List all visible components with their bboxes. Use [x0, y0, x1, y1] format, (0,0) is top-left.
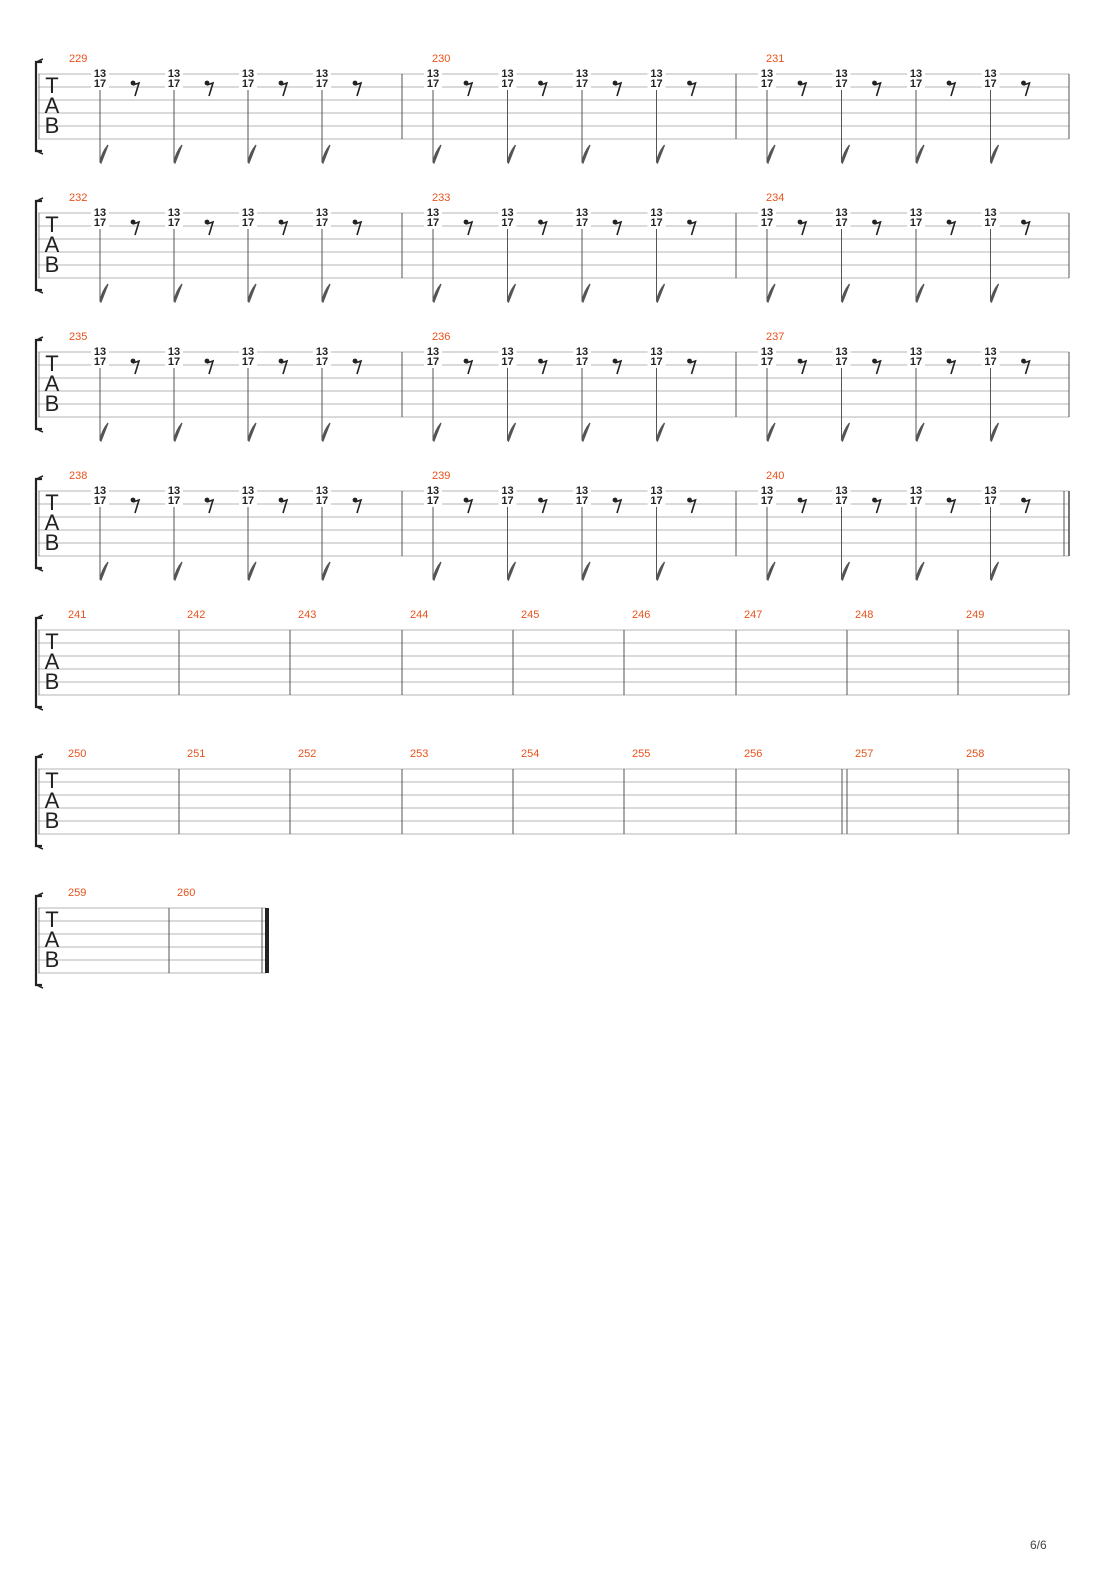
- fret-number: 17: [984, 495, 997, 507]
- measure-number: 230: [432, 53, 451, 65]
- fret-number: 17: [241, 78, 255, 90]
- eighth-rest-stroke: [207, 222, 213, 235]
- measure-number: 241: [68, 609, 87, 621]
- fret-number: 17: [984, 356, 997, 368]
- tab-clef-t: T: [45, 907, 59, 932]
- fret-number: 17: [93, 78, 107, 90]
- eighth-rest-stroke: [800, 361, 806, 374]
- fret-number: 13: [93, 68, 107, 80]
- eighth-rest-stroke: [541, 500, 547, 513]
- eighth-rest-stroke: [355, 222, 361, 235]
- fret-number: 13: [315, 207, 329, 219]
- tab-clef-t: T: [45, 212, 59, 237]
- note-flag: [657, 562, 665, 580]
- fret-number: 17: [835, 78, 848, 90]
- fret-number: 17: [167, 78, 181, 90]
- fret-number: 17: [93, 217, 107, 229]
- eighth-rest-stroke: [466, 83, 472, 96]
- eighth-rest-stroke: [355, 500, 361, 513]
- note-flag: [174, 423, 182, 441]
- fret-number: 17: [315, 356, 329, 368]
- tab-clef-a: A: [44, 649, 60, 674]
- measure-number: 229: [69, 53, 88, 65]
- fret-number: 13: [909, 207, 923, 219]
- fret-number: 17: [315, 78, 329, 90]
- measure-number: 256: [744, 748, 763, 760]
- eighth-rest-stroke: [281, 361, 287, 374]
- note-flag: [248, 423, 256, 441]
- eighth-rest-stroke: [615, 83, 621, 96]
- fret-number: 17: [167, 217, 181, 229]
- eighth-rest-stroke: [355, 83, 361, 96]
- measure-number: 254: [521, 748, 540, 760]
- fret-number: 13: [315, 68, 329, 80]
- note-flag: [991, 284, 999, 302]
- tab-clef-t: T: [45, 629, 59, 654]
- eighth-rest-stroke: [800, 500, 806, 513]
- tab-clef-a: A: [44, 371, 60, 396]
- eighth-rest-stroke: [690, 222, 696, 235]
- fret-number: 13: [575, 207, 589, 219]
- note-flag: [322, 423, 330, 441]
- eighth-rest-stroke: [466, 361, 472, 374]
- fret-number: 17: [650, 78, 663, 90]
- note-flag: [100, 423, 108, 441]
- eighth-rest-stroke: [615, 500, 621, 513]
- note-flag: [100, 562, 108, 580]
- eighth-rest-stroke: [1024, 361, 1030, 374]
- note-flag: [248, 284, 256, 302]
- tab-clef-b: B: [44, 113, 60, 138]
- fret-number: 13: [501, 68, 514, 80]
- fret-number: 13: [984, 207, 997, 219]
- tab-clef-a: A: [44, 510, 60, 535]
- note-flag: [100, 284, 108, 302]
- page-number: 6/6: [1030, 1538, 1047, 1552]
- fret-number: 17: [93, 495, 107, 507]
- fret-number: 13: [909, 346, 923, 358]
- fret-number: 17: [909, 78, 923, 90]
- eighth-rest-stroke: [133, 361, 139, 374]
- fret-number: 17: [167, 495, 181, 507]
- fret-number: 13: [835, 346, 848, 358]
- tab-clef-b: B: [44, 391, 60, 416]
- fret-number: 17: [501, 495, 514, 507]
- eighth-rest-stroke: [949, 222, 955, 235]
- measure-number: 235: [69, 331, 88, 343]
- note-flag: [842, 145, 850, 163]
- fret-number: 17: [241, 356, 255, 368]
- note-flag: [174, 562, 182, 580]
- fret-number: 13: [650, 68, 663, 80]
- measure-number: 234: [766, 192, 785, 204]
- measure-number: 253: [410, 748, 429, 760]
- fret-number: 17: [984, 78, 997, 90]
- tab-clef-t: T: [45, 490, 59, 515]
- fret-number: 13: [984, 346, 997, 358]
- fret-number: 13: [426, 207, 440, 219]
- measure-number: 247: [744, 609, 763, 621]
- fret-number: 13: [575, 346, 589, 358]
- eighth-rest-stroke: [133, 222, 139, 235]
- note-flag: [767, 562, 775, 580]
- fret-number: 13: [241, 207, 255, 219]
- fret-number: 13: [650, 207, 663, 219]
- eighth-rest-stroke: [690, 500, 696, 513]
- note-flag: [582, 145, 590, 163]
- fret-number: 17: [909, 356, 923, 368]
- note-flag: [582, 423, 590, 441]
- tab-system: [36, 887, 269, 988]
- fret-number: 13: [984, 485, 997, 497]
- measure-number: 259: [68, 887, 87, 899]
- fret-number: 17: [241, 217, 255, 229]
- measure-number: 240: [766, 470, 785, 482]
- tab-clef-b: B: [44, 808, 60, 833]
- measure-number: 260: [177, 887, 196, 899]
- note-flag: [322, 284, 330, 302]
- tab-clef-b: B: [44, 530, 60, 555]
- measure-number: 244: [410, 609, 429, 621]
- tab-clef-b: B: [44, 669, 60, 694]
- eighth-rest-stroke: [133, 83, 139, 96]
- tab-clef-t: T: [45, 73, 59, 98]
- fret-number: 17: [575, 217, 589, 229]
- fret-number: 17: [167, 356, 181, 368]
- note-flag: [508, 284, 516, 302]
- note-flag: [582, 284, 590, 302]
- eighth-rest-stroke: [541, 222, 547, 235]
- fret-number: 17: [650, 356, 663, 368]
- eighth-rest-stroke: [949, 361, 955, 374]
- fret-number: 13: [426, 346, 440, 358]
- fret-number: 13: [760, 485, 774, 497]
- tab-clef-a: A: [44, 788, 60, 813]
- note-flag: [433, 423, 441, 441]
- note-flag: [174, 284, 182, 302]
- note-flag: [100, 145, 108, 163]
- measure-number: 249: [966, 609, 985, 621]
- eighth-rest-stroke: [875, 500, 881, 513]
- note-flag: [508, 423, 516, 441]
- note-flag: [433, 145, 441, 163]
- fret-number: 13: [984, 68, 997, 80]
- measure-number: 243: [298, 609, 317, 621]
- note-flag: [767, 145, 775, 163]
- eighth-rest-stroke: [281, 222, 287, 235]
- measure-number: 257: [855, 748, 874, 760]
- measure-number: 236: [432, 331, 451, 343]
- note-flag: [657, 145, 665, 163]
- fret-number: 17: [501, 356, 514, 368]
- tab-clef-a: A: [44, 93, 60, 118]
- eighth-rest-stroke: [207, 361, 213, 374]
- fret-number: 13: [167, 68, 181, 80]
- note-flag: [322, 145, 330, 163]
- measure-number: 237: [766, 331, 785, 343]
- note-flag: [916, 145, 924, 163]
- tab-system: [36, 192, 1069, 302]
- fret-number: 13: [93, 346, 107, 358]
- fret-number: 17: [575, 495, 589, 507]
- fret-number: 17: [575, 356, 589, 368]
- eighth-rest-stroke: [875, 83, 881, 96]
- tab-clef-a: A: [44, 232, 60, 257]
- fret-number: 13: [167, 346, 181, 358]
- eighth-rest-stroke: [800, 83, 806, 96]
- eighth-rest-stroke: [875, 222, 881, 235]
- measure-number: 251: [187, 748, 206, 760]
- measure-number: 245: [521, 609, 540, 621]
- fret-number: 17: [501, 78, 514, 90]
- fret-number: 13: [575, 485, 589, 497]
- fret-number: 17: [93, 356, 107, 368]
- fret-number: 17: [760, 495, 774, 507]
- eighth-rest-stroke: [1024, 222, 1030, 235]
- note-flag: [916, 284, 924, 302]
- fret-number: 17: [315, 217, 329, 229]
- note-flag: [508, 145, 516, 163]
- fret-number: 13: [241, 68, 255, 80]
- measure-number: 250: [68, 748, 87, 760]
- eighth-rest-stroke: [800, 222, 806, 235]
- note-flag: [767, 423, 775, 441]
- fret-number: 17: [909, 495, 923, 507]
- note-flag: [916, 562, 924, 580]
- fret-number: 17: [315, 495, 329, 507]
- measure-number: 242: [187, 609, 206, 621]
- fret-number: 13: [575, 68, 589, 80]
- note-flag: [508, 562, 516, 580]
- measure-number: 232: [69, 192, 88, 204]
- fret-number: 17: [426, 356, 440, 368]
- tab-system: [36, 331, 1069, 441]
- note-flag: [248, 562, 256, 580]
- fret-number: 13: [315, 346, 329, 358]
- note-flag: [174, 145, 182, 163]
- fret-number: 17: [426, 78, 440, 90]
- fret-number: 17: [760, 217, 774, 229]
- fret-number: 17: [575, 78, 589, 90]
- fret-number: 13: [426, 485, 440, 497]
- note-flag: [842, 423, 850, 441]
- eighth-rest-stroke: [466, 222, 472, 235]
- fret-number: 17: [909, 217, 923, 229]
- measure-number: 248: [855, 609, 874, 621]
- final-barline-thick: [265, 908, 269, 973]
- fret-number: 17: [760, 356, 774, 368]
- fret-number: 17: [835, 217, 848, 229]
- eighth-rest-stroke: [1024, 83, 1030, 96]
- tab-clef-t: T: [45, 351, 59, 376]
- note-flag: [582, 562, 590, 580]
- eighth-rest-stroke: [949, 83, 955, 96]
- fret-number: 17: [984, 217, 997, 229]
- fret-number: 13: [909, 485, 923, 497]
- fret-number: 13: [835, 68, 848, 80]
- fret-number: 17: [426, 217, 440, 229]
- fret-number: 17: [650, 217, 663, 229]
- measure-number: 239: [432, 470, 451, 482]
- note-flag: [842, 562, 850, 580]
- fret-number: 13: [760, 68, 774, 80]
- fret-number: 13: [501, 346, 514, 358]
- eighth-rest-stroke: [541, 83, 547, 96]
- fret-number: 13: [501, 207, 514, 219]
- fret-number: 13: [241, 485, 255, 497]
- eighth-rest-stroke: [949, 500, 955, 513]
- measure-number: 231: [766, 53, 785, 65]
- note-flag: [657, 423, 665, 441]
- tab-clef-t: T: [45, 768, 59, 793]
- measure-number: 233: [432, 192, 451, 204]
- eighth-rest-stroke: [875, 361, 881, 374]
- fret-number: 13: [93, 485, 107, 497]
- tab-clef-b: B: [44, 947, 60, 972]
- eighth-rest-stroke: [133, 500, 139, 513]
- note-flag: [433, 284, 441, 302]
- fret-number: 13: [909, 68, 923, 80]
- tab-system: [36, 470, 1069, 580]
- tab-clef-a: A: [44, 927, 60, 952]
- fret-number: 13: [167, 485, 181, 497]
- note-flag: [767, 284, 775, 302]
- eighth-rest-stroke: [1024, 500, 1030, 513]
- eighth-rest-stroke: [281, 500, 287, 513]
- note-flag: [991, 562, 999, 580]
- note-flag: [842, 284, 850, 302]
- fret-number: 17: [835, 495, 848, 507]
- eighth-rest-stroke: [207, 83, 213, 96]
- measure-number: 246: [632, 609, 651, 621]
- tab-system: [36, 609, 1069, 710]
- fret-number: 13: [93, 207, 107, 219]
- measure-number: 258: [966, 748, 985, 760]
- fret-number: 13: [650, 346, 663, 358]
- measure-number: 252: [298, 748, 317, 760]
- note-flag: [991, 423, 999, 441]
- fret-number: 13: [760, 207, 774, 219]
- note-flag: [991, 145, 999, 163]
- fret-number: 13: [835, 207, 848, 219]
- tab-system: [36, 748, 1069, 849]
- fret-number: 13: [241, 346, 255, 358]
- fret-number: 17: [835, 356, 848, 368]
- fret-number: 13: [426, 68, 440, 80]
- fret-number: 13: [501, 485, 514, 497]
- fret-number: 17: [426, 495, 440, 507]
- fret-number: 13: [315, 485, 329, 497]
- measure-number: 238: [69, 470, 88, 482]
- fret-number: 17: [650, 495, 663, 507]
- note-flag: [916, 423, 924, 441]
- eighth-rest-stroke: [541, 361, 547, 374]
- eighth-rest-stroke: [355, 361, 361, 374]
- eighth-rest-stroke: [690, 361, 696, 374]
- eighth-rest-stroke: [281, 83, 287, 96]
- fret-number: 13: [167, 207, 181, 219]
- note-flag: [322, 562, 330, 580]
- tab-clef-b: B: [44, 252, 60, 277]
- tab-system: [36, 53, 1069, 163]
- note-flag: [248, 145, 256, 163]
- eighth-rest-stroke: [615, 222, 621, 235]
- fret-number: 13: [835, 485, 848, 497]
- eighth-rest-stroke: [615, 361, 621, 374]
- measure-number: 255: [632, 748, 651, 760]
- fret-number: 13: [650, 485, 663, 497]
- fret-number: 13: [760, 346, 774, 358]
- fret-number: 17: [760, 78, 774, 90]
- eighth-rest-stroke: [690, 83, 696, 96]
- fret-number: 17: [241, 495, 255, 507]
- fret-number: 17: [501, 217, 514, 229]
- note-flag: [657, 284, 665, 302]
- note-flag: [433, 562, 441, 580]
- eighth-rest-stroke: [466, 500, 472, 513]
- eighth-rest-stroke: [207, 500, 213, 513]
